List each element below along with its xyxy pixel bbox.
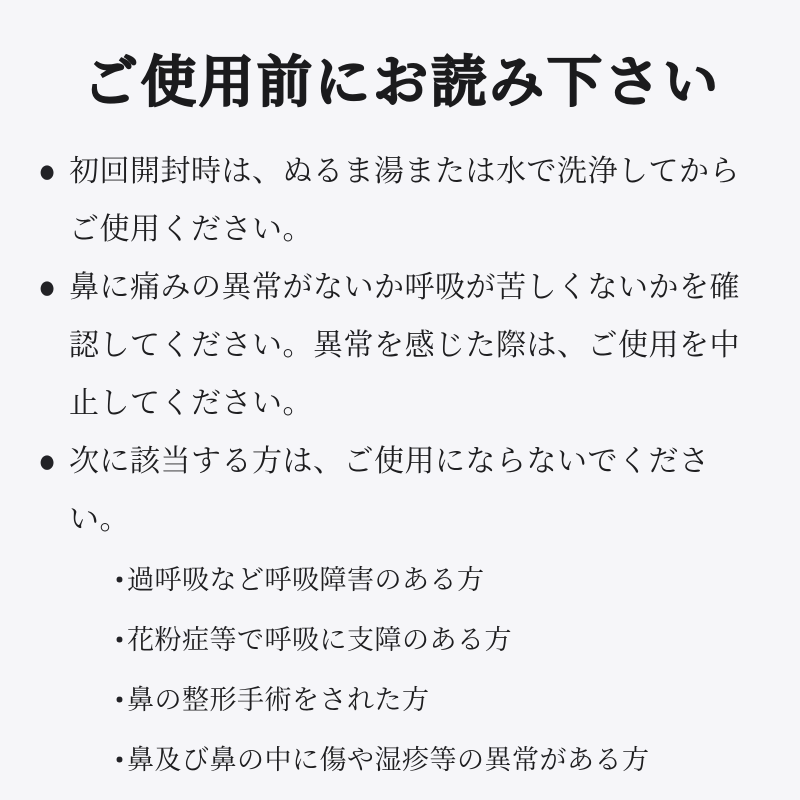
restricted-user-item [106, 670, 766, 730]
restricted-user-text: 過呼吸など呼吸障害のある方 [127, 564, 485, 595]
notice-item-check-condition [38, 259, 766, 433]
filled-circle-bullet-icon: ● [38, 268, 57, 306]
restricted-user-text: 花粉症等で呼吸に支障のある方 [127, 624, 512, 655]
page-title: ご使用前にお読み下さい [82, 51, 721, 113]
restricted-user-text: 鼻及び鼻の中に傷や湿疹等の異常がある方 [127, 744, 650, 775]
notice-text: 次に該当する方は、ご使用にならないでください。 [69, 444, 710, 536]
notice-item-do-not-use [38, 433, 766, 549]
small-dot-bullet-icon: ・ [106, 625, 134, 656]
restricted-user-item [106, 550, 766, 610]
restricted-users-list [106, 550, 766, 790]
restricted-user-text: 鼻の整形手術をされた方 [127, 684, 430, 715]
notice-item-first-use [38, 143, 766, 259]
restricted-user-item [106, 610, 766, 670]
filled-circle-bullet-icon: ● [38, 442, 57, 480]
notice-list [38, 143, 766, 790]
filled-circle-bullet-icon: ● [38, 152, 57, 190]
restricted-user-item [106, 730, 766, 790]
notice-text: 鼻に痛みの異常がないか呼吸が苦しくないかを確認してください。異常を感じた際は、ご使用を中止してください。 [69, 270, 740, 420]
small-dot-bullet-icon: ・ [106, 565, 134, 596]
small-dot-bullet-icon: ・ [106, 685, 134, 716]
notice-text: 初回開封時は、ぬるま湯または水で洗浄してからご使用ください。 [69, 154, 740, 246]
small-dot-bullet-icon: ・ [106, 745, 134, 776]
